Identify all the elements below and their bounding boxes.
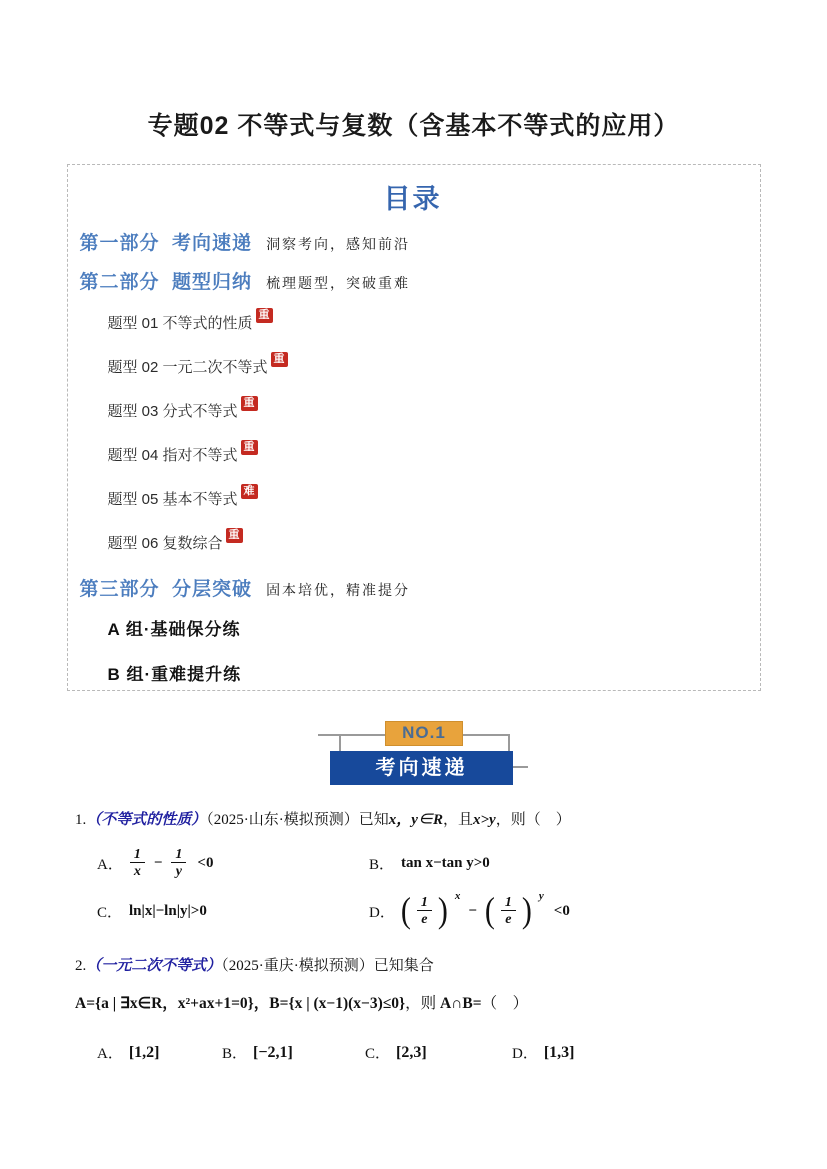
option-2D-value: [1,3] [543,1043,575,1061]
toc-topic-6-label: 题型 06 复数综合 [107,534,223,552]
exponent: x [454,890,461,902]
option-1B-label: B． [369,856,395,873]
toc-part-1 [80,228,746,255]
option-2A [97,1042,222,1063]
page-title: 专题02 不等式与复数（含基本不等式的应用） [147,112,680,140]
option-1D [369,890,570,931]
question-2-options [97,1042,827,1063]
fraction-numerator: 1 [175,846,183,862]
option-2B-label: B． [222,1046,248,1062]
question-1-math-1: x，y∈R [388,812,443,828]
toc-title: 目录 [383,184,442,214]
right-paren: ) [437,890,448,931]
question-2-formula [75,992,827,1016]
fraction-numerator: 1 [504,894,512,910]
fraction-denominator: y [171,862,186,879]
question-2-lead: 已知集合 [373,958,434,974]
question-2-number: 2. [75,958,87,974]
connector-line-right-vertical [508,734,510,752]
toc-topic-2 [108,354,746,378]
toc-topic-6 [108,530,746,554]
toc-topic-list [108,310,746,554]
question-1-stem [75,809,827,831]
option-1D-label: D． [369,904,395,921]
toc-topic-3-label: 题型 03 分式不等式 [107,402,238,420]
importance-badge: 重 [241,440,258,455]
question-2-stem [75,955,827,977]
connector-tick-right [513,766,528,768]
fraction [501,895,516,928]
question-1 [75,809,827,935]
option-2D-label: D． [512,1046,538,1062]
left-paren: ( [484,890,495,931]
answer-blank: （ ） [481,995,529,1012]
toc-topic-5-label: 题型 05 基本不等式 [107,490,238,508]
question-1-options-row-2 [97,887,717,935]
question-1-text-2: ，且 [442,812,473,828]
toc-group-b: B 组·重难提升练 [107,665,242,684]
question-1-text-3: ，则（ ） [495,812,571,828]
difficulty-badge: 难 [241,484,258,499]
minus-operator: − [153,854,163,871]
connector-line-right [463,734,510,736]
option-1A-tail: <0 [197,854,214,871]
question-1-text: 已知 [358,812,389,828]
question-1-tag: （不等式的性质） [86,812,207,828]
fraction-numerator: 1 [420,894,428,910]
option-1B-expression: tan x−tan y>0 [401,854,490,871]
left-paren: ( [400,890,411,931]
toc-part-2-label: 第二部分 题型归纳 [79,272,253,293]
toc-topic-4 [108,442,746,466]
toc-part-3 [80,574,746,601]
importance-badge: 重 [241,396,258,411]
toc-part-3-subtitle: 固本培优，精准提分 [266,584,411,599]
connector-line-left-vertical [339,734,341,752]
question-1-number: 1. [75,812,87,828]
question-1-math-2: x>y [472,812,496,828]
formula-connector-text: ，则 [405,995,441,1012]
importance-badge: 重 [271,352,288,367]
toc-part-1-subtitle: 洞察考向，感知前沿 [266,238,411,253]
question-2-source: （2025·重庆·模拟预测） [221,958,374,974]
option-1C-expression: ln|x|−ln|y|>0 [129,902,207,919]
toc-group-list [108,615,746,685]
toc-part-2-subtitle: 梳理题型，突破重难 [266,277,411,292]
question-1-options-row-1 [97,839,717,887]
toc-topic-1-label: 题型 01 不等式的性质 [107,314,253,332]
fraction-denominator: x [130,862,145,879]
option-1C-label: C． [97,904,123,921]
importance-badge: 重 [256,308,273,323]
option-2B-value: [−2,1] [253,1043,293,1061]
fraction-denominator: e [417,910,432,927]
option-1B [369,853,490,874]
fraction [171,847,186,880]
toc-part-2 [80,267,746,294]
minus-operator: − [468,902,477,919]
option-2B [222,1042,365,1063]
question-1-source: （2025·山东·模拟预测） [206,812,359,828]
option-2A-value: [1,2] [128,1043,160,1061]
exponent: y [538,890,544,902]
toc-box [67,164,761,691]
question-2 [75,955,827,1063]
section-header [0,703,827,795]
toc-group-a: A 组·基础保分练 [107,620,241,639]
option-1A-label: A． [97,856,123,873]
fraction [417,895,432,928]
importance-badge: 重 [226,528,243,543]
toc-topic-2-label: 题型 02 一元二次不等式 [107,358,268,376]
section-banner: 考向速递 [330,751,513,785]
set-definition: A={a | ∃x∈R，x²+ax+1=0}，B={x | (x−1)(x−3)≤0} [75,995,406,1012]
no1-badge: NO.1 [385,721,463,746]
toc-topic-5 [108,486,746,510]
option-2C-label: C． [365,1046,391,1062]
toc-topic-1 [108,310,746,334]
fraction [130,847,145,880]
toc-part-3-label: 第三部分 分层突破 [79,579,253,600]
toc-part-1-label: 第一部分 考向速递 [79,233,253,254]
option-1D-tail: <0 [553,902,570,919]
right-paren: ) [521,890,532,931]
option-1C [97,901,369,922]
option-2C-value: [2,3] [396,1043,427,1061]
fraction-numerator: 1 [133,846,141,862]
option-2A-label: A． [97,1046,123,1062]
question-2-tag: （一元二次不等式） [86,958,222,974]
option-2D [512,1042,575,1063]
fraction-denominator: e [501,910,516,927]
connector-line-left [318,734,385,736]
toc-topic-3 [108,398,746,422]
intersection-expression: A∩B= [440,995,482,1012]
option-2C [365,1042,512,1063]
toc-topic-4-label: 题型 04 指对不等式 [107,446,238,464]
option-1A [97,847,369,880]
question-1-options [97,839,717,935]
